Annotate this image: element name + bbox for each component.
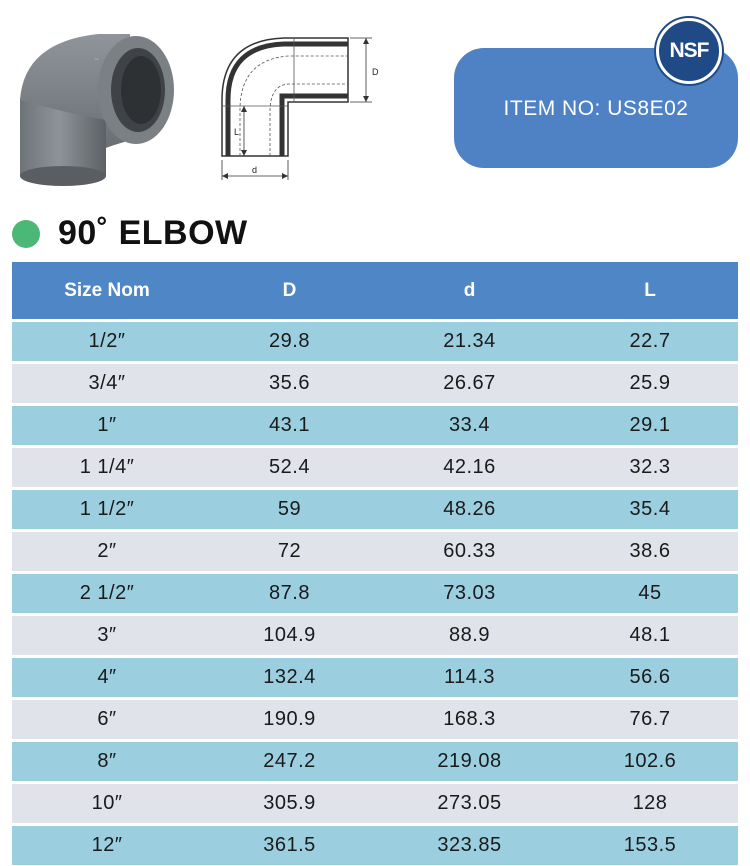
column-header-D: D: [202, 262, 377, 321]
cell-D: 52.4: [202, 447, 377, 489]
table-row: [12, 741, 738, 783]
elbow-dimension-diagram: [214, 30, 394, 190]
cell-d: 21.34: [377, 321, 562, 363]
cell-d: 26.67: [377, 363, 562, 405]
cell-L: 45: [562, 573, 738, 615]
table-row: [12, 531, 738, 573]
dimension-label-L: L: [234, 127, 240, 137]
page-title: 90˚ ELBOW: [58, 214, 248, 252]
table-row: [12, 447, 738, 489]
cell-size: 10″: [12, 783, 202, 825]
cell-L: 102.6: [562, 741, 738, 783]
item-number-box: [454, 39, 738, 168]
table-row: [12, 657, 738, 699]
table-row: [12, 489, 738, 531]
dimension-label-d: d: [252, 165, 258, 175]
cell-size: 1 1/2″: [12, 489, 202, 531]
cell-d: 73.03: [377, 573, 562, 615]
table-row: [12, 363, 738, 405]
cell-size: 1″: [12, 405, 202, 447]
cell-d: 42.16: [377, 447, 562, 489]
cell-size: 1/2″: [12, 321, 202, 363]
cell-L: 35.4: [562, 489, 738, 531]
cell-D: 59: [202, 489, 377, 531]
cell-d: 33.4: [377, 405, 562, 447]
table-row: [12, 783, 738, 825]
cell-d: 323.85: [377, 825, 562, 866]
cell-L: 25.9: [562, 363, 738, 405]
cell-D: 35.6: [202, 363, 377, 405]
cell-d: 48.26: [377, 489, 562, 531]
cell-L: 32.3: [562, 447, 738, 489]
cell-D: 361.5: [202, 825, 377, 866]
dimensions-table: [12, 262, 738, 865]
cell-L: 76.7: [562, 699, 738, 741]
cell-d: 273.05: [377, 783, 562, 825]
cell-d: 60.33: [377, 531, 562, 573]
table-row: [12, 573, 738, 615]
cell-size: 8″: [12, 741, 202, 783]
cell-D: 29.8: [202, 321, 377, 363]
cell-D: 247.2: [202, 741, 377, 783]
cell-L: 56.6: [562, 657, 738, 699]
cell-size: 6″: [12, 699, 202, 741]
cell-D: 305.9: [202, 783, 377, 825]
cell-L: 29.1: [562, 405, 738, 447]
cell-D: 190.9: [202, 699, 377, 741]
table-row: [12, 699, 738, 741]
table-row: [12, 405, 738, 447]
cell-size: 3″: [12, 615, 202, 657]
cell-L: 22.7: [562, 321, 738, 363]
cell-D: 132.4: [202, 657, 377, 699]
column-header-size: Size Nom: [12, 262, 202, 321]
cell-D: 72: [202, 531, 377, 573]
cell-size: 4″: [12, 657, 202, 699]
cell-size: 12″: [12, 825, 202, 866]
cell-d: 88.9: [377, 615, 562, 657]
column-header-L: L: [562, 262, 738, 321]
cell-d: 168.3: [377, 699, 562, 741]
cell-L: 38.6: [562, 531, 738, 573]
table-row: [12, 321, 738, 363]
cell-D: 43.1: [202, 405, 377, 447]
item-number-label: ITEM NO: US8E02: [503, 97, 689, 120]
cell-D: 87.8: [202, 573, 377, 615]
cell-D: 104.9: [202, 615, 377, 657]
dimension-label-D: D: [372, 67, 379, 77]
svg-text:~: ~: [94, 54, 100, 64]
cell-d: 114.3: [377, 657, 562, 699]
green-dot-icon: [12, 220, 40, 248]
cell-size: 1 1/4″: [12, 447, 202, 489]
table-row: [12, 825, 738, 866]
table-header-row: [12, 262, 738, 321]
cell-size: 2″: [12, 531, 202, 573]
cell-size: 2 1/2″: [12, 573, 202, 615]
cell-d: 219.08: [377, 741, 562, 783]
table-row: [12, 615, 738, 657]
column-header-d: d: [377, 262, 562, 321]
section-title: [12, 214, 248, 253]
cell-L: 153.5: [562, 825, 738, 866]
cell-L: 128: [562, 783, 738, 825]
cell-L: 48.1: [562, 615, 738, 657]
cell-size: 3/4″: [12, 363, 202, 405]
elbow-product-photo: [10, 28, 182, 188]
nsf-logo: NSF: [656, 18, 722, 84]
